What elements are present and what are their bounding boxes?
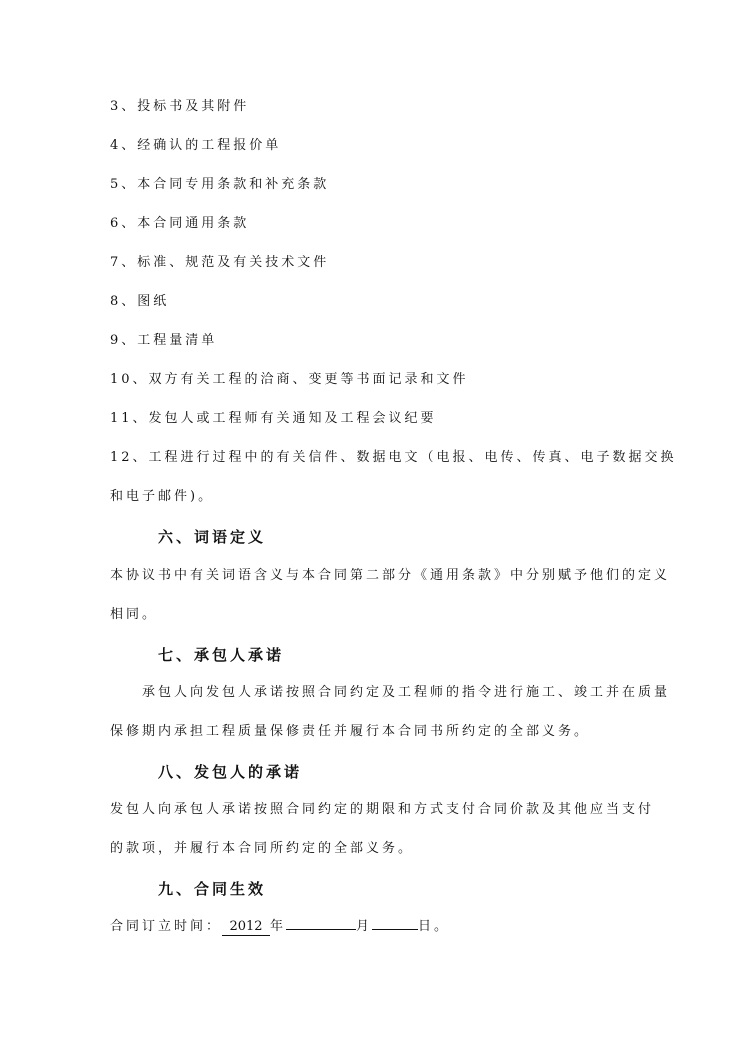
day-unit: 日。 [418,919,451,934]
list-item: 4、经确认的工程报价单 [110,138,282,153]
list-item: 3、投标书及其附件 [110,99,250,114]
date-label: 合同订立时间： [110,919,223,934]
year-unit: 年 [270,919,287,934]
month-field[interactable] [286,929,356,930]
list-item: 5、本合同专用条款和补充条款 [110,177,330,192]
list-item-continuation: 和电子邮件)。 [110,489,215,504]
list-item: 6、本合同通用条款 [110,216,250,231]
list-item: 7、标准、规范及有关技术文件 [110,255,330,270]
section-heading-definitions: 六、词语定义 [158,528,267,546]
paragraph-line: 的款项，并履行本合同所约定的全部义务。 [110,841,415,856]
section-heading-contractor-promise: 七、承包人承诺 [158,646,285,664]
list-item: 10、双方有关工程的洽商、变更等书面记录和文件 [110,372,469,387]
day-field[interactable] [372,929,418,930]
contract-date-line [110,918,450,936]
list-item: 12、工程进行过程中的有关信件、数据电文（电报、电传、传真、电子数据交换 [110,450,677,465]
year-field[interactable]: 2012 [222,919,270,936]
month-unit: 月 [356,919,373,934]
paragraph-line: 保修期内承担工程质量保修责任并履行本合同书所约定的全部义务。 [110,724,591,739]
paragraph-line: 承包人向发包人承诺按照合同约定及工程师的指令进行施工、竣工并在质量 [142,685,671,700]
paragraph-line: 本协议书中有关词语含义与本合同第二部分《通用条款》中分别赋予他们的定义 [110,568,671,583]
section-heading-effectiveness: 九、合同生效 [158,880,267,898]
paragraph-line: 相同。 [110,607,159,622]
section-heading-employer-promise: 八、发包人的承诺 [158,763,303,781]
paragraph-line: 发包人向承包人承诺按照合同约定的期限和方式支付合同价款及其他应当支付 [110,802,655,817]
list-item: 9、工程量清单 [110,333,218,348]
list-item: 8、图纸 [110,294,170,309]
list-item: 11、发包人或工程师有关通知及工程会议纪要 [110,411,437,426]
